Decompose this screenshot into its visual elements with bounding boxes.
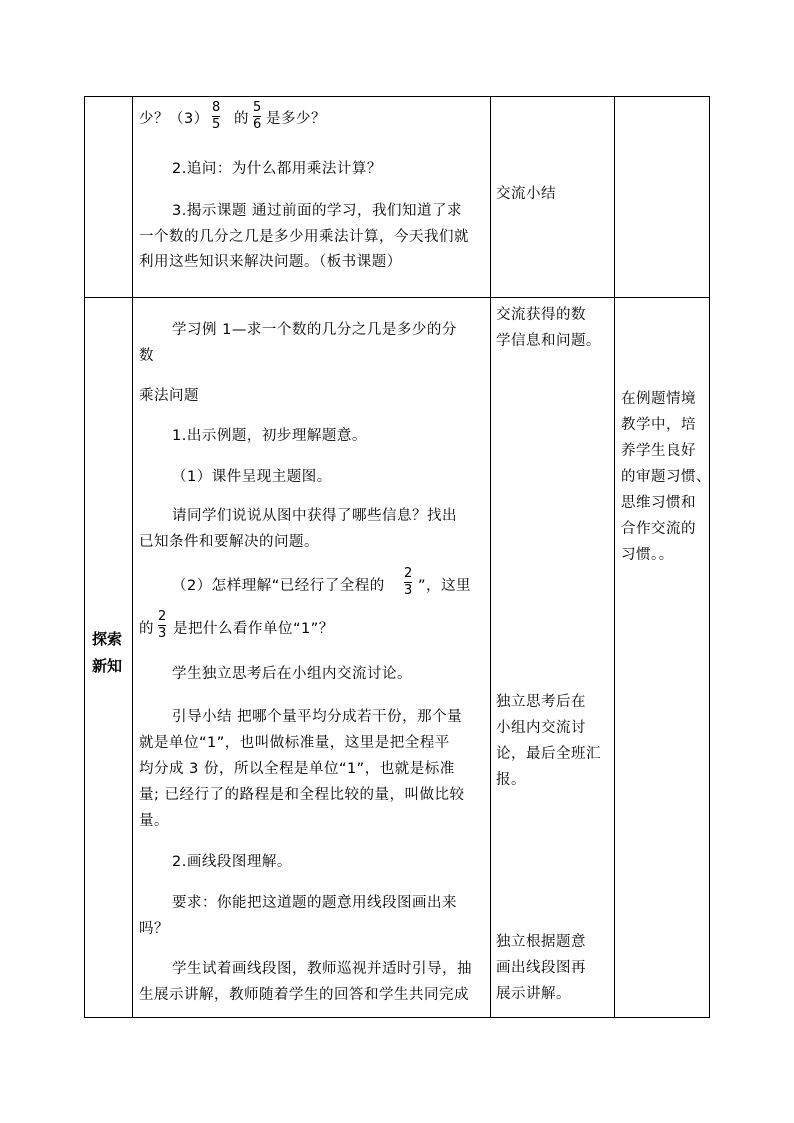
row2-intent-line3: 养学生良好 [621, 443, 696, 459]
row1-of-text: 的 [234, 111, 249, 127]
table-border-top [84, 96, 710, 97]
fraction-numerator: 2 [404, 566, 413, 581]
fraction-8-5 [212, 101, 220, 132]
row2-p1-line1: 学习例 1—求一个数的几分之几是多少的分 [172, 322, 457, 338]
row1-student-activity: 交流小结 [496, 186, 556, 202]
row2-intent-line1: 在例题情境 [621, 391, 696, 407]
fraction-denominator: 6 [253, 117, 262, 132]
table-border-bottom [84, 1017, 710, 1018]
table-border-col2 [490, 97, 491, 1018]
row2-p6-suffix: ”，这里 [418, 578, 472, 594]
row2-student-s3-line1: 独立根据题意 [496, 934, 586, 950]
row2-p11-line2: 吗？ [139, 921, 169, 937]
fraction-5-6 [253, 101, 261, 132]
table-border-right [709, 97, 710, 1018]
row2-p9-line2: 就是单位“1”，也叫做标准量，这里是把全程平 [139, 735, 450, 751]
row2-student-s1-line2: 学信息和问题。 [496, 333, 601, 349]
row2-student-s2-line2: 小组内交流讨 [496, 720, 586, 736]
row2-p1-line2: 数 [139, 348, 154, 364]
row2-p10: 2.画线段图理解。 [172, 854, 292, 870]
row2-student-s1-line1: 交流获得的数 [496, 307, 586, 323]
row1-line1-suffix: 是多少？ [266, 111, 326, 127]
row2-p7-prefix: 的 [139, 621, 154, 637]
row2-p9-line5: 量。 [139, 813, 169, 829]
row2-p9-line1: 引导小结 把哪个量平均分成若干份，那个量 [172, 709, 463, 725]
fraction-denominator: 3 [158, 626, 167, 641]
row2-intent-line6: 合作交流的 [621, 521, 696, 537]
fraction-denominator: 5 [212, 117, 221, 132]
row2-intent-line2: 教学中，培 [621, 417, 696, 433]
row2-student-s2-line1: 独立思考后在 [496, 694, 586, 710]
fraction-2-3 [158, 610, 166, 641]
row2-student-s2-line3: 论，最后全班汇 [496, 746, 601, 762]
row1-item3-line1: 3.揭示课题 通过前面的学习，我们知道了求 [172, 203, 462, 219]
row2-p11-line1: 要求：你能把这道题的题意用线段图画出来 [172, 895, 457, 911]
row2-student-s3-line2: 画出线段图再 [496, 960, 586, 976]
fraction-numerator: 5 [253, 100, 262, 115]
row2-p12-line1: 学生试着画线段图，教师巡视并适时引导，抽 [172, 961, 472, 977]
row2-p5-line2: 已知条件和要解决的问题。 [139, 534, 319, 550]
row2-p9-line3: 均分成 3 份，所以全程是单位“1”，也就是标准 [139, 761, 455, 777]
row2-student-s3-line3: 展示讲解。 [496, 986, 571, 1002]
row2-p6-prefix: （2）怎样理解“已经行了全程的 [172, 578, 385, 594]
table-border-col1 [132, 97, 133, 1018]
row2-p12-line2: 生展示讲解，教师随着学生的回答和学生共同完成 [139, 987, 469, 1003]
row2-p2: 乘法问题 [139, 388, 199, 404]
stage-label-line2: 新知 [92, 657, 123, 675]
stage-label-line1: 探索 [92, 630, 123, 648]
row2-p5-line1: 请同学们说说从图中获得了哪些信息？找出 [172, 508, 457, 524]
row2-p9-line4: 量; 已经行了的路程是和全程比较的量，叫做比较 [139, 787, 465, 803]
row1-line1-prefix: 少？（3） [139, 111, 209, 127]
row2-intent-line7: 习惯。。 [621, 547, 674, 563]
row1-item2: 2.追问：为什么都用乘法计算？ [172, 161, 382, 177]
row2-p3: 1.出示例题，初步理解题意。 [172, 428, 367, 444]
row2-p7-suffix: 是把什么看作单位“1”？ [173, 621, 334, 637]
row2-p4: （1）课件呈现主题图。 [172, 469, 332, 485]
row1-item3-line3: 利用这些知识来解决问题。（板书课题） [139, 254, 402, 270]
row1-item3-line2: 一个数的几分之几是多少用乘法计算，今天我们就 [139, 229, 469, 245]
fraction-denominator: 3 [404, 583, 413, 598]
row2-p8: 学生独立思考后在小组内交流讨论。 [172, 666, 412, 682]
row2-intent-line5: 思维习惯和 [621, 495, 696, 511]
fraction-numerator: 8 [212, 100, 221, 115]
row2-student-s2-line4: 报。 [496, 772, 526, 788]
table-row-divider [84, 297, 710, 298]
fraction-2-3 [404, 567, 412, 598]
table-border-left [84, 97, 85, 1018]
row2-intent-line4: 的审题习惯、 [621, 469, 711, 485]
fraction-numerator: 2 [158, 609, 167, 624]
table-border-col3 [614, 97, 615, 1018]
